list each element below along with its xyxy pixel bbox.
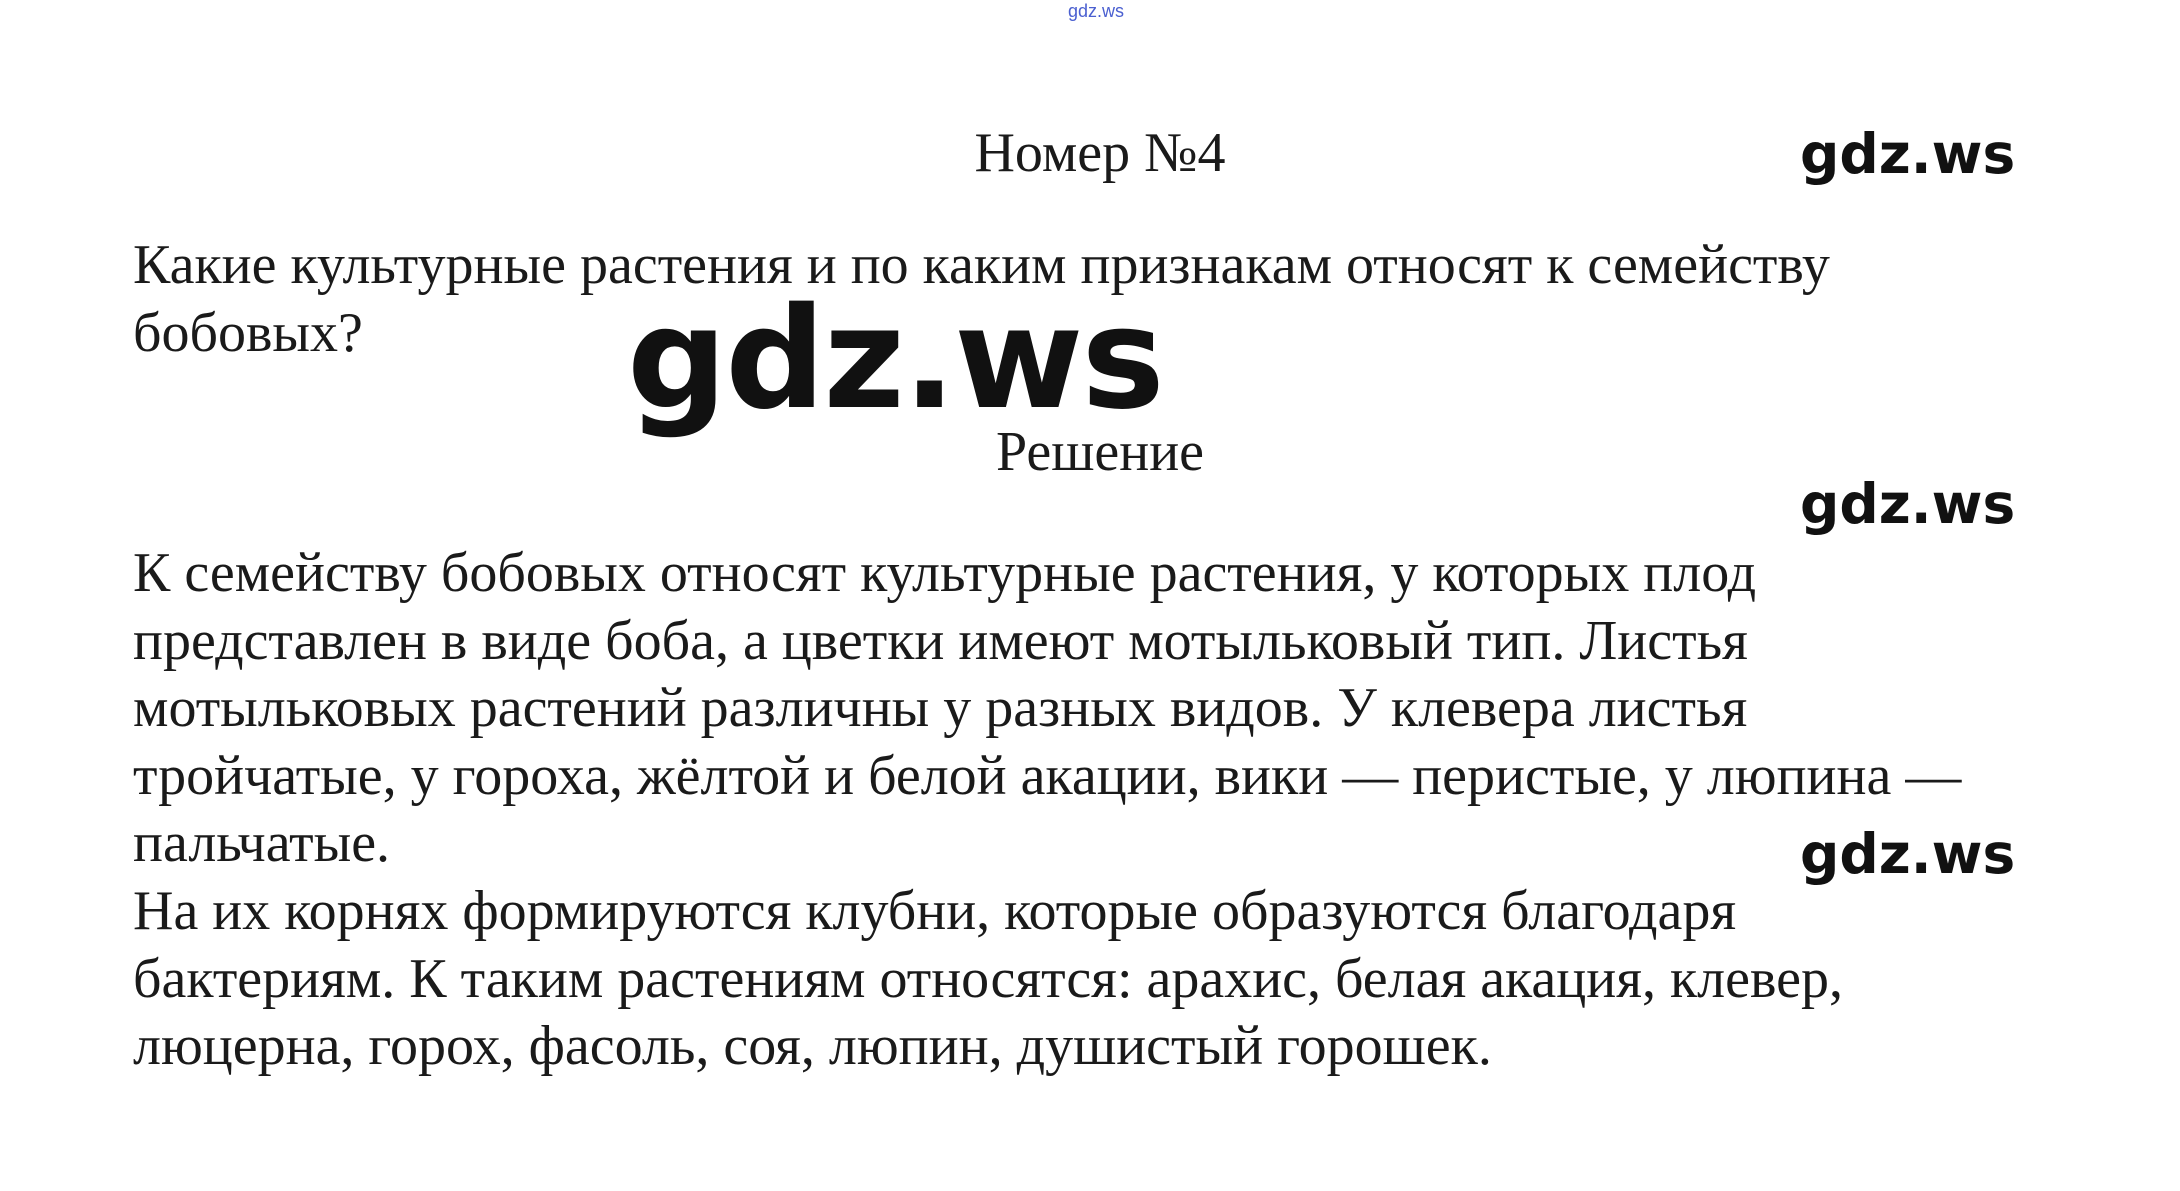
watermark-logo-large: gdz.ws (627, 278, 1163, 441)
answer-paragraph-2 (133, 878, 1843, 1081)
answer-paragraph-1 (133, 540, 1961, 878)
answer-line: мотыльковых растений различны у разных видов. У клевера листья (133, 677, 1748, 739)
problem-title: Номер №4 (974, 122, 1226, 184)
answer-line: На их корнях формируются клубни, которые образуются благодаря (133, 880, 1737, 942)
question-line: бобовых? (133, 301, 363, 364)
question-line: Какие культурные растения и по каким признакам относят к семейству (133, 234, 1830, 296)
answer-line: тройчатые, у гороха, жёлтой и белой акации, вики — перистые, у люпина — (133, 744, 1962, 807)
answer-line: К семейству бобовых относят культурные растения, у которых плод (133, 542, 1757, 604)
answer-line: бактериям. К таким растениям относятся: арахис, белая акация, клевер, (133, 947, 1843, 1010)
watermark-logo: gdz.ws (1800, 822, 2016, 886)
answer-line: люцерна, горох, фасоль, соя, люпин, душистый горошек. (133, 1015, 1492, 1077)
answer-line: пальчатые. (133, 812, 391, 874)
watermark-logo: gdz.ws (1800, 122, 2016, 186)
watermark-logo: gdz.ws (1800, 472, 2016, 536)
solution-title: Решение (995, 421, 1205, 483)
answer-line: представлен в виде боба, а цветки имеют мотыльковый тип. Листья (133, 609, 1748, 672)
top-watermark: gdz.ws (1068, 1, 1125, 21)
